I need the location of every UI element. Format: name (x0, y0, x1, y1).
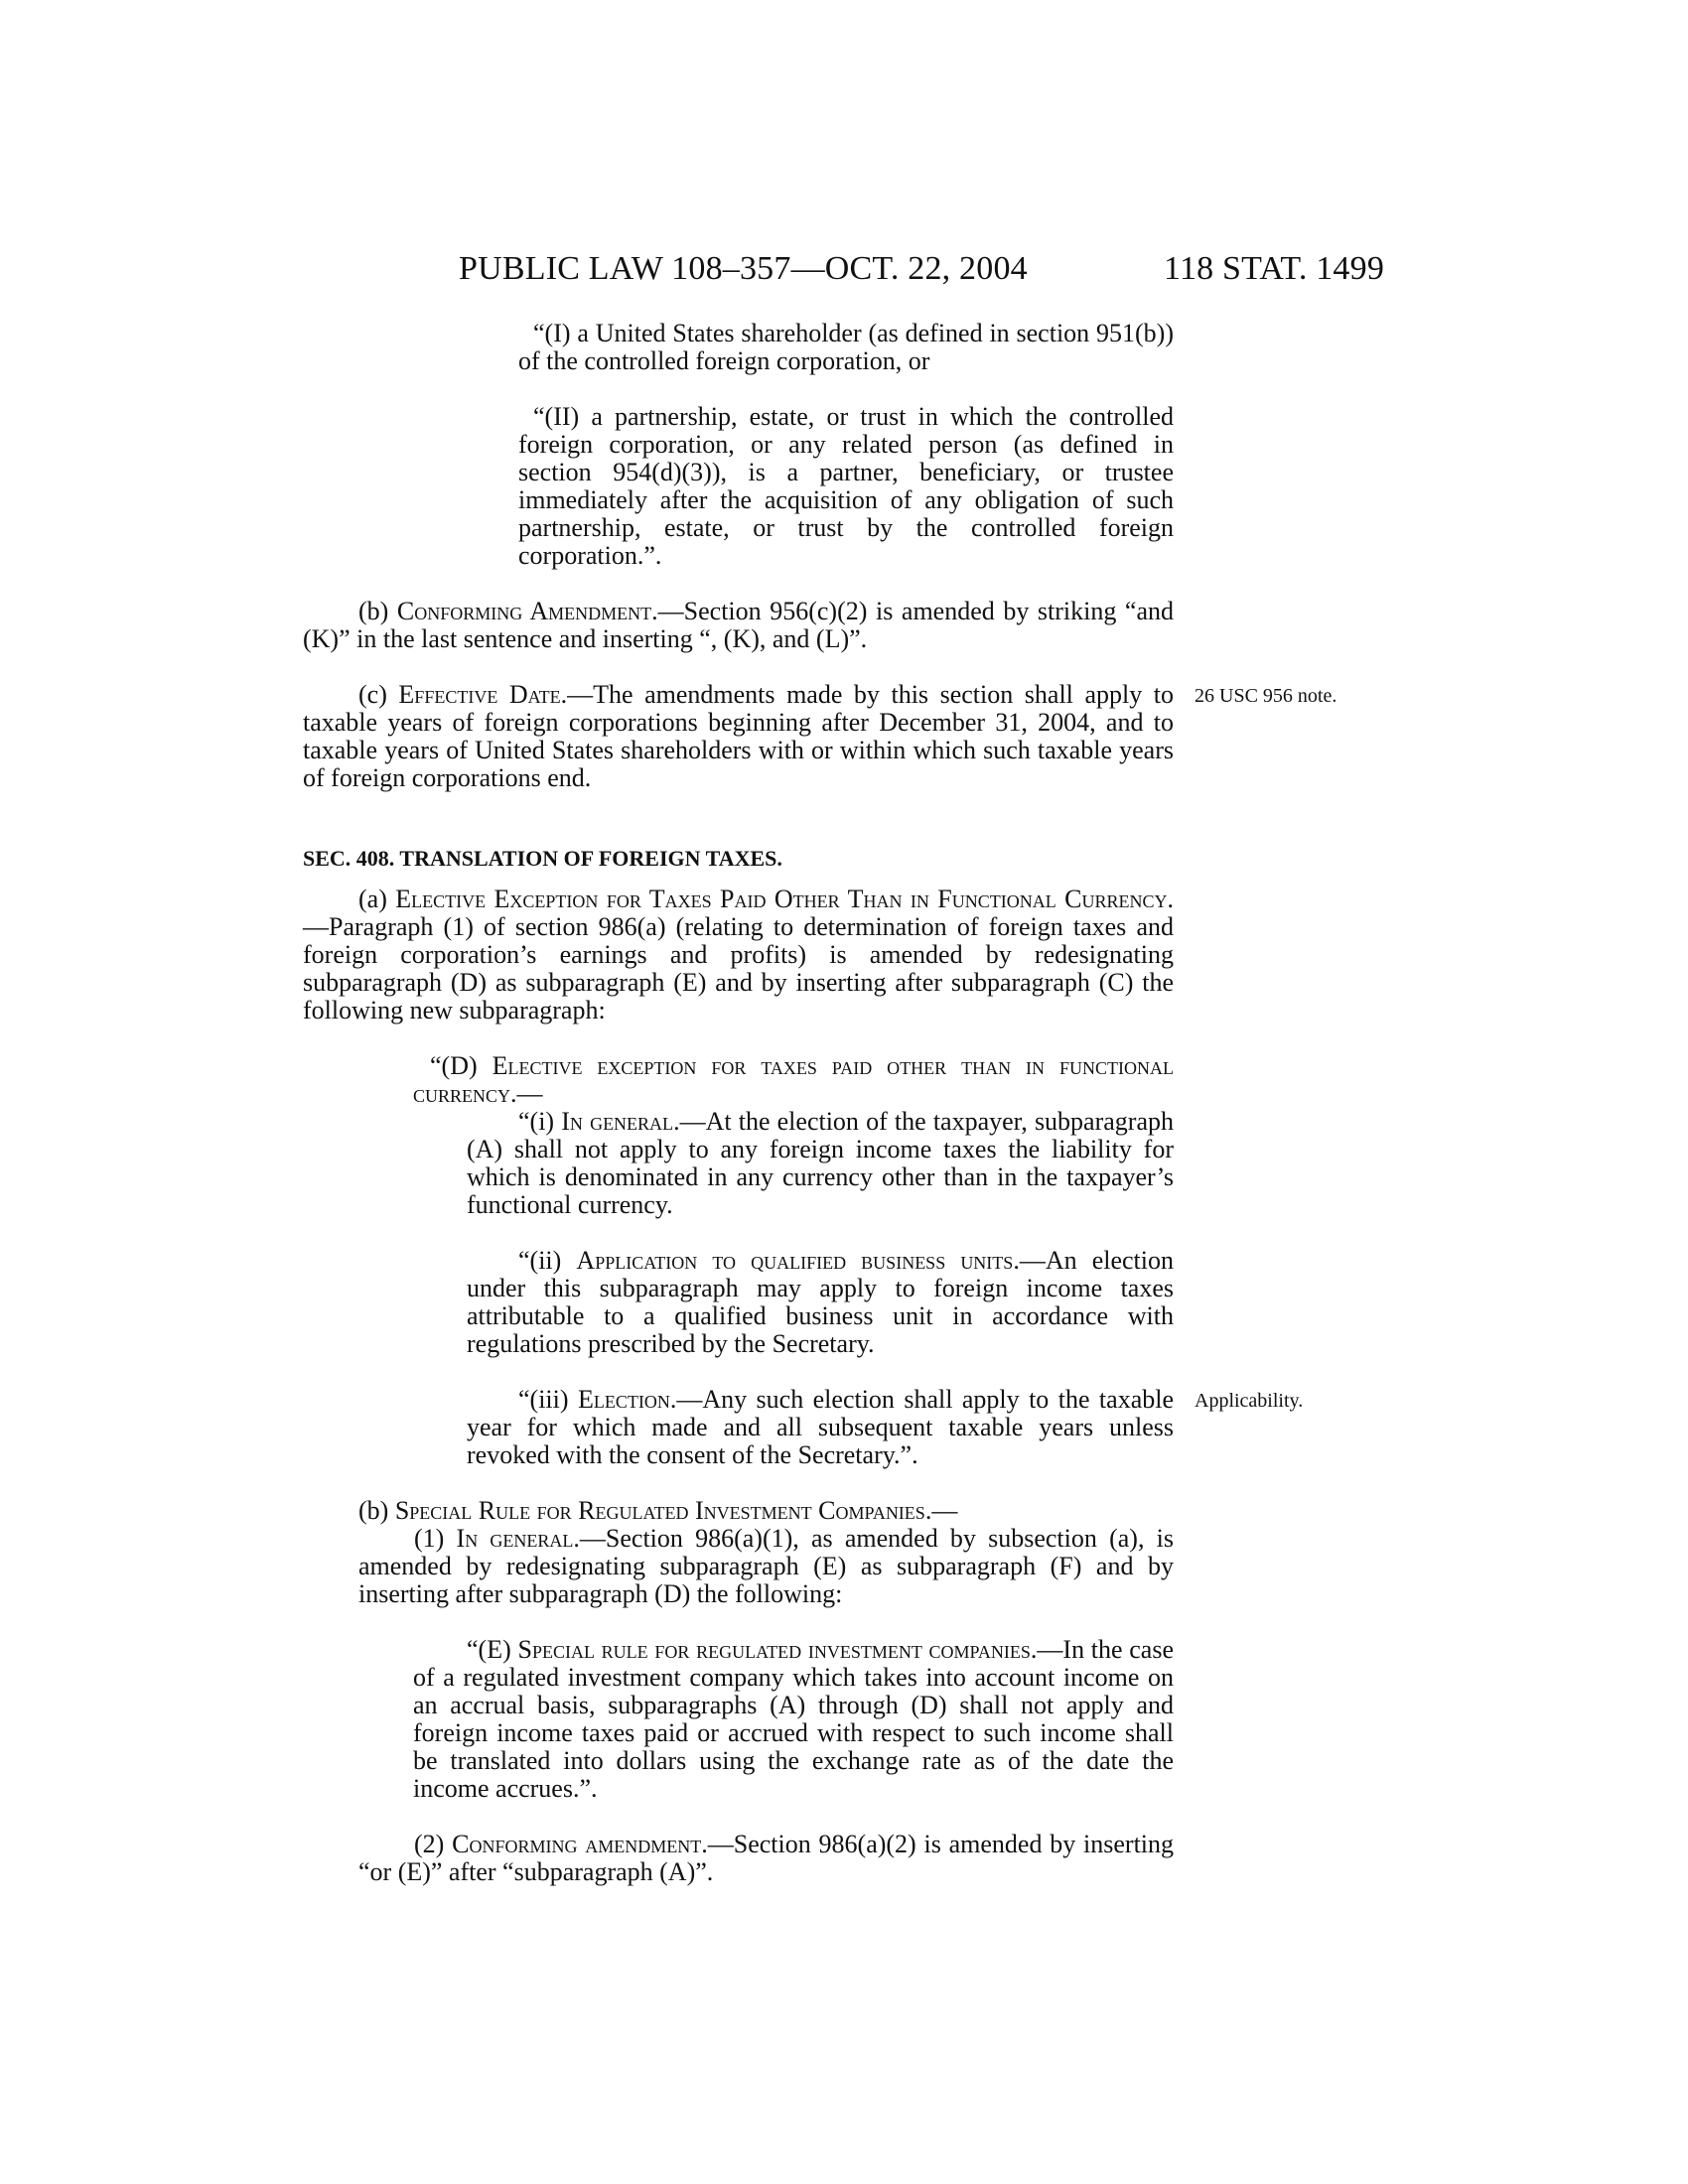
subparagraph-D (413, 1052, 1174, 1108)
subparagraph-D-body: .— (510, 1079, 543, 1108)
subsection-c-body: .—The amendments made by this section shall apply to taxable years of foreign corporations beginning after December 31, 2004, and to taxable years of United States shareholders with or within which such taxable years of foreign corporations end. (303, 680, 1174, 792)
clause-ii-qualified-business-units (467, 1247, 1174, 1358)
clause-i-prefix: “(i) (518, 1107, 555, 1136)
clause-i-in-general (467, 1108, 1174, 1219)
subsection-a-prefix: (a) (358, 885, 387, 913)
paragraph-2-prefix: (2) (414, 1830, 445, 1858)
subparagraph-E-prefix: “(E) (467, 1635, 511, 1664)
subparagraph-D-heading: Elective exception for taxes paid other than in functional currency (413, 1051, 1175, 1108)
subparagraph-D-prefix: “(D) (430, 1051, 478, 1080)
clause-i-heading: In general (561, 1107, 674, 1136)
paragraph-2-conforming (358, 1831, 1174, 1886)
subsection-a-body: .—Paragraph (1) of section 986(a) (relating to determination of foreign taxes and foreign corporation’s earnings and profits) is amended by redesignating subparagraph (D) as subparagraph (E) and by inserting after subparagraph (C) the following new subparagraph: (303, 885, 1174, 1024)
page-number-header: 118 STAT. 1499 (1164, 250, 1385, 287)
subsection-b2-heading: Special Rule for Regulated Investment Companies (394, 1496, 925, 1525)
paragraph-2-heading: Conforming amendment (452, 1830, 702, 1858)
running-header-left: PUBLIC LAW 108–357—OCT. 22, 2004 (459, 250, 1028, 287)
subsection-b2-body: .— (924, 1496, 958, 1525)
paragraph-1-prefix: (1) (414, 1524, 445, 1553)
subparagraph-E-special-rule (413, 1636, 1174, 1803)
subsection-b-body: .—Section 956(c)(2) is amended by striking “and (K)” in the last sentence and inserting “, (K), and (L)”. (303, 597, 1175, 653)
subsection-b-special-rule (358, 1497, 1174, 1525)
subsection-c-heading: Effective Date (398, 680, 561, 709)
section-408-heading: SEC. 408. TRANSLATION OF FOREIGN TAXES. (303, 846, 782, 871)
subparagraph-E-heading: Special rule for regulated investment companies (517, 1635, 1031, 1664)
paragraph-1-in-general (358, 1525, 1174, 1608)
paragraph-2-body: .—Section 986(a)(2) is amended by inserting “or (E)” after “subparagraph (A)”. (358, 1830, 1175, 1886)
clause-iii-prefix: “(iii) (518, 1385, 569, 1414)
subsection-a-heading: Elective Exception for Taxes Paid Other Than in Functional Currency (395, 885, 1168, 913)
subsection-c-effective-date (303, 681, 1174, 792)
paragraph-1-body: .—Section 986(a)(1), as amended by subsection (a), is amended by redesignating subparagraph (E) as subparagraph (F) and by inserting after subparagraph (D) the following: (358, 1524, 1175, 1608)
clause-ii-prefix: “(ii) (518, 1246, 562, 1275)
clause-iii-election (467, 1386, 1174, 1469)
applicability-margin-note: Applicability. (1195, 1390, 1304, 1412)
clause-iii-heading: Election (577, 1385, 670, 1414)
subsection-b2-prefix: (b) (358, 1496, 389, 1525)
subsection-b-prefix: (b) (358, 597, 389, 625)
clause-i-body: .—At the election of the taxpayer, subparagraph (A) shall not apply to any foreign income taxes the liability for which is denominated in any currency other than in the taxpayer’s functional currency. (467, 1107, 1174, 1219)
subsection-b-heading: Conforming Amendment (396, 597, 652, 625)
usc-margin-note: 26 USC 956 note. (1195, 685, 1337, 707)
paragraph-1-heading: In general (456, 1524, 574, 1553)
clause-ii-body: .—An election under this subparagraph may apply to foreign income taxes attributable to a qualified business unit in accordance with regulations prescribed by the Secretary. (467, 1246, 1174, 1358)
clause-II: “(II) a partnership, estate, or trust in which the controlled foreign corporation, or any related person (as defined in section 954(d)(3)), is a partner, beneficiary, or trustee immediately after the acquisition of any obligation of such partnership, estate, or trust by the controlled foreign corporation.”. (518, 402, 1174, 570)
clause-I: “(I) a United States shareholder (as defined in section 951(b)) of the controlled foreign corporation, or (518, 319, 1174, 375)
subsection-c-prefix: (c) (358, 680, 387, 709)
subparagraph-E-body: .—In the case of a regulated investment company which takes into account income on an accrual basis, subparagraphs (A) through (D) shall not apply and foreign income taxes paid or accrued with respect to such income shall be translated into dollars using the exchange rate as of the date the income accrues.”. (413, 1635, 1175, 1803)
clause-iii-body: .—Any such election shall apply to the taxable year for which made and all subsequent taxable years unless revoked with the consent of the Secretary.”. (467, 1385, 1175, 1469)
subsection-b-conforming (303, 598, 1174, 653)
subsection-a-elective-exception (303, 886, 1174, 1024)
clause-ii-heading: Application to qualified business units (576, 1246, 1014, 1275)
